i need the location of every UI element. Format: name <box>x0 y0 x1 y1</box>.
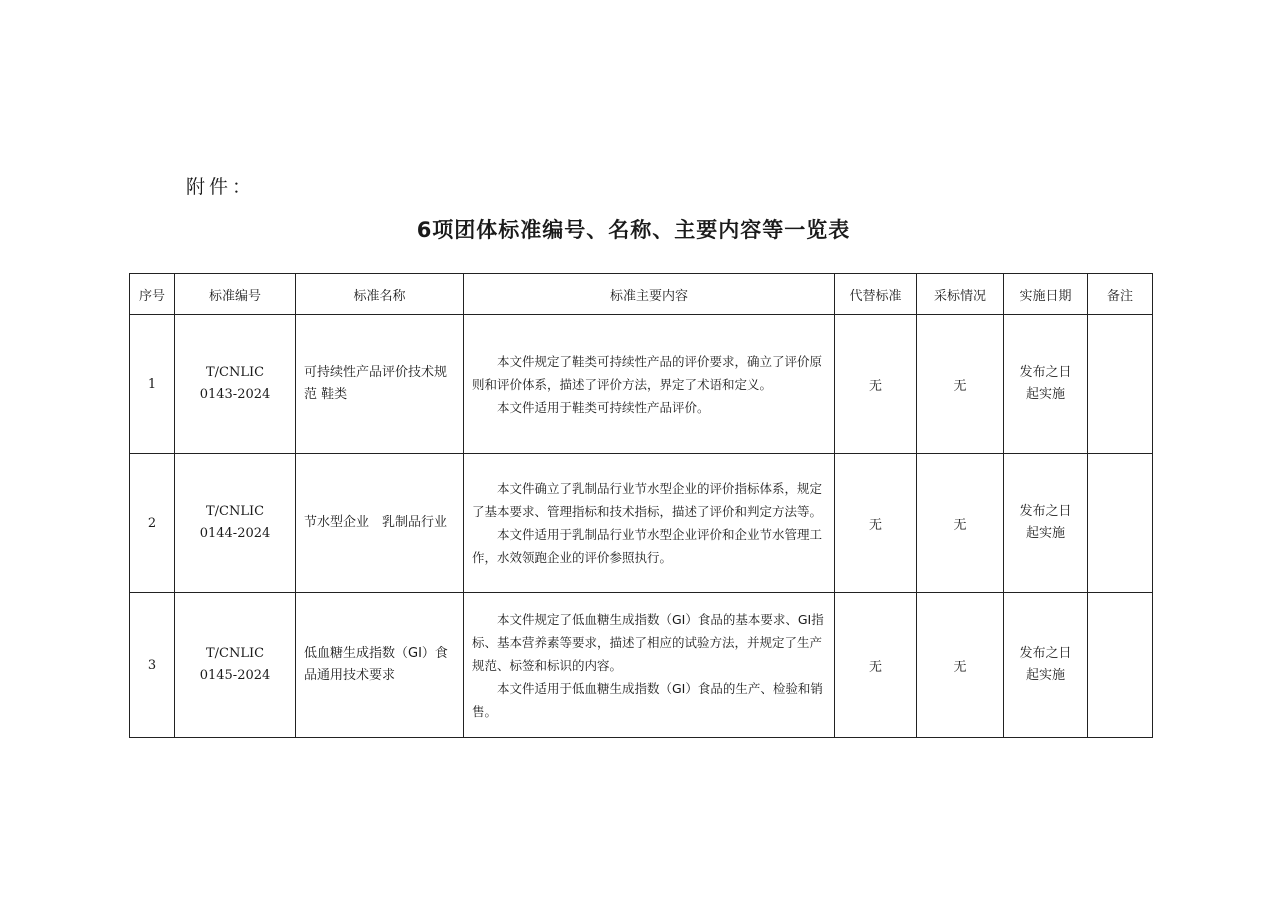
replace-standard: 无 <box>835 315 917 454</box>
standard-code <box>175 454 296 593</box>
standard-code <box>175 315 296 454</box>
content-paragraph: 本文件适用于乳制品行业节水型企业评价和企业节水管理工作，水效领跑企业的评价参照执行。 <box>472 527 823 565</box>
impl-line2: 起实施 <box>1025 526 1065 541</box>
standard-code-line2: 0143-2024 <box>199 387 271 402</box>
standard-name: 低血糖生成指数（GI）食品通用技术要求 <box>296 593 464 738</box>
replace-standard: 无 <box>835 593 917 738</box>
header-remark: 备注 <box>1088 274 1153 315</box>
impl-line2: 起实施 <box>1025 387 1065 402</box>
table-header-row <box>130 274 1153 315</box>
attachment-label: 附件： <box>186 176 256 198</box>
header-content: 标准主要内容 <box>464 274 835 315</box>
impl-line2: 起实施 <box>1025 668 1065 683</box>
header-adopt: 采标情况 <box>917 274 1004 315</box>
remark <box>1088 593 1153 738</box>
remark <box>1088 315 1153 454</box>
content-paragraph: 本文件确立了乳制品行业节水型企业的评价指标体系，规定了基本要求、管理指标和技术指标，描述了评价和判定方法等。 <box>472 481 823 519</box>
standard-code-line1: T/CNLIC <box>205 504 265 519</box>
standard-name: 可持续性产品评价技术规范 鞋类 <box>296 315 464 454</box>
impl-line1: 发布之日 <box>1019 365 1072 380</box>
standards-table <box>129 273 1153 738</box>
impl-line1: 发布之日 <box>1019 504 1072 519</box>
adoption-status: 无 <box>917 315 1004 454</box>
implementation-date <box>1004 593 1088 738</box>
standard-code-line1: T/CNLIC <box>205 365 265 380</box>
content-paragraph: 本文件规定了鞋类可持续性产品的评价要求，确立了评价原则和评价体系，描述了评价方法，界定了术语和定义。 <box>472 353 823 392</box>
row-no: 3 <box>130 593 175 738</box>
standard-code <box>175 593 296 738</box>
header-no: 序号 <box>130 274 175 315</box>
table-row <box>130 593 1153 738</box>
header-code: 标准编号 <box>175 274 296 315</box>
impl-line1: 发布之日 <box>1019 646 1072 661</box>
table-row <box>130 454 1153 593</box>
standard-content <box>464 315 835 454</box>
standard-code-line2: 0145-2024 <box>199 668 271 683</box>
header-name: 标准名称 <box>296 274 464 315</box>
content-paragraph: 本文件适用于低血糖生成指数（GI）食品的生产、检验和销售。 <box>472 680 823 719</box>
content-paragraph: 本文件规定了低血糖生成指数（GI）食品的基本要求、GI指标、基本营养素等要求，描述了相应的试验方法，并规定了生产规范、标签和标识的内容。 <box>472 611 824 673</box>
replace-standard: 无 <box>835 454 917 593</box>
implementation-date <box>1004 454 1088 593</box>
header-replace: 代替标准 <box>835 274 917 315</box>
row-no: 1 <box>130 315 175 454</box>
document-title: 6项团体标准编号、名称、主要内容等一览表 <box>416 218 851 242</box>
standard-code-line2: 0144-2024 <box>199 526 271 541</box>
standard-code-line1: T/CNLIC <box>205 646 265 661</box>
remark <box>1088 454 1153 593</box>
row-no: 2 <box>130 454 175 593</box>
standard-content <box>464 454 835 593</box>
adoption-status: 无 <box>917 593 1004 738</box>
header-impl-date: 实施日期 <box>1004 274 1088 315</box>
adoption-status: 无 <box>917 454 1004 593</box>
content-paragraph: 本文件适用于鞋类可持续性产品评价。 <box>497 399 710 415</box>
standard-name: 节水型企业 乳制品行业 <box>296 454 464 593</box>
implementation-date <box>1004 315 1088 454</box>
table-row <box>130 315 1153 454</box>
standard-content <box>464 593 835 738</box>
